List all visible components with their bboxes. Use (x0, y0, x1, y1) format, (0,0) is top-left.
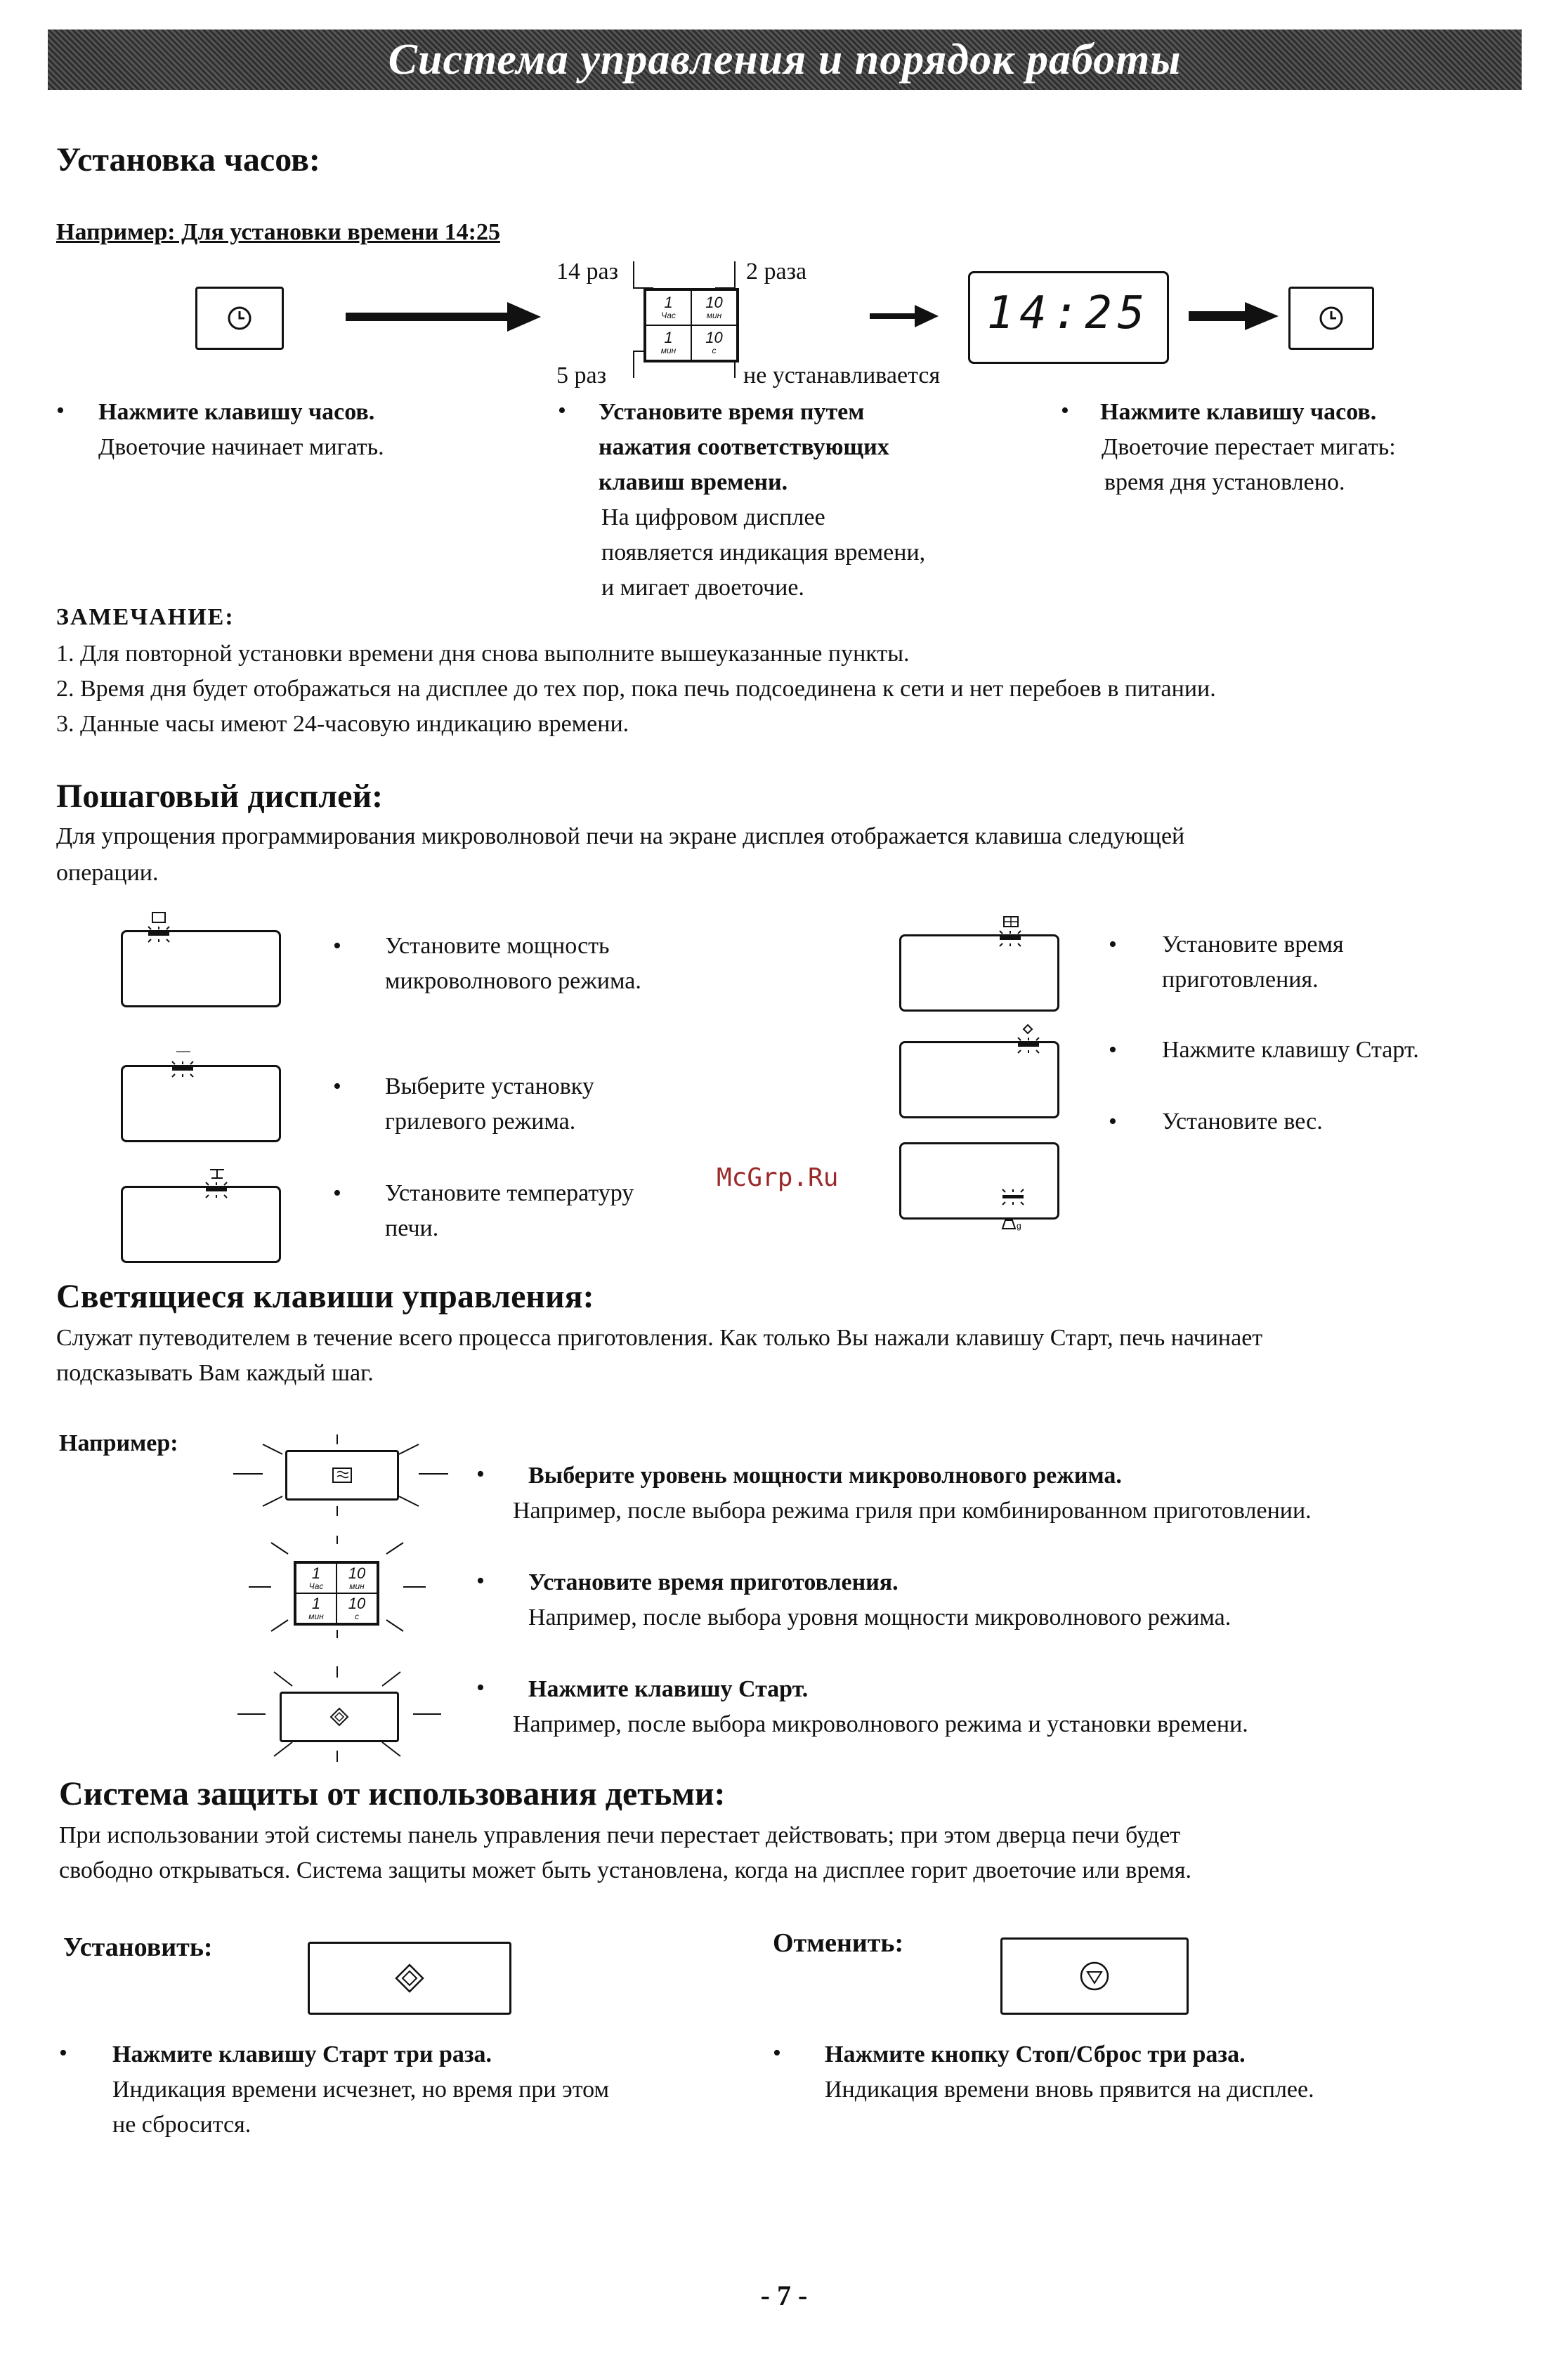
child-set-label: Установить: (63, 1933, 213, 1962)
min-label: мин (660, 346, 677, 355)
clock-step2-text-3: и мигает двоеточие. (601, 575, 804, 601)
header-bar (48, 30, 1522, 90)
oven-temp-icon (196, 1167, 238, 1209)
bullet: • (476, 1461, 485, 1487)
min-num: 1 (664, 329, 673, 346)
stepdisplay-intro-2: операции. (56, 860, 159, 886)
min-key[interactable] (296, 1593, 337, 1623)
display-timer (899, 934, 1059, 1012)
weight-icon (993, 1187, 1035, 1243)
lit-example: Например: (59, 1430, 178, 1456)
stop-icon (1079, 1961, 1110, 1992)
sd-left-3-l2: печи. (385, 1215, 439, 1241)
display-grill (121, 1065, 281, 1142)
ten-min-label: мин (706, 311, 722, 320)
display-oven-temp (121, 1186, 281, 1263)
min-label: мин (308, 1611, 324, 1621)
ten-sec-num: 10 (348, 1594, 366, 1612)
ten-min-num: 10 (705, 294, 723, 311)
lit-item-2-title: Установите время приготовления. (528, 1569, 899, 1595)
ten-min-key[interactable] (337, 1563, 377, 1593)
child-cancel-text: Индикация времени вновь прявится на дисплее. (825, 2077, 1314, 2103)
note-item-1: 1. Для повторной установки времени дня снова выполните вышеуказанные пункты. (56, 641, 910, 667)
time-keys-grid (643, 288, 739, 362)
bullet: • (1109, 932, 1117, 957)
start-icon (1008, 1022, 1050, 1064)
start-icon (394, 1963, 425, 1994)
lit-intro-2: подсказывать Вам каждый шаг. (56, 1360, 374, 1386)
min-num: 1 (311, 1594, 321, 1612)
ten-sec-key[interactable] (691, 325, 737, 360)
sd-right-3-l1: Установите вес. (1162, 1109, 1323, 1135)
note-item-3: 3. Данные часы имеют 24-часовую индикацию времени. (56, 711, 629, 737)
lit-item-1-title: Выберите уровень мощности микроволнового режима. (528, 1463, 1122, 1489)
sd-right-2-l1: Нажмите клавишу Старт. (1162, 1037, 1419, 1063)
clock-step2-text-2: появляется индикация времени, (601, 540, 926, 566)
clock-step3-text-2: время дня установлено. (1104, 469, 1345, 495)
child-intro-1: При использовании этой системы панель управления печи перестает действовать; при этом дверца печи будет (59, 1822, 1181, 1848)
lit-rays-1 (225, 1433, 457, 1517)
ten-sec-num: 10 (705, 329, 723, 346)
label-14-times: 14 раз (556, 259, 619, 285)
hour-num: 1 (311, 1564, 321, 1582)
lit-item-3-text: Например, после выбора микроволнового режима и установки времени. (513, 1711, 1248, 1737)
display-start (899, 1041, 1059, 1118)
ten-min-num: 10 (348, 1564, 366, 1582)
stepdisplay-heading: Пошаговый дисплей: (56, 778, 384, 815)
page-title: Система управления и порядок работы (388, 35, 1182, 84)
clock-step1-text: Двоеточие начинает мигать. (98, 434, 384, 460)
clock-step2-title-2: нажатия соответствующих (599, 434, 889, 460)
digital-display (968, 271, 1169, 364)
note-item-2: 2. Время дня будет отображаться на дисплее до тех пор, пока печь подсоединена к сети и нет перебоев в питании. (56, 676, 1216, 702)
lit-time-grid (294, 1561, 379, 1626)
lit-rays-3 (235, 1665, 445, 1763)
clock-key-1[interactable] (195, 287, 284, 350)
lit-intro-1: Служат путеводителем в течение всего процесса приготовления. Как только Вы нажали клавишу Старт, печь начинает (56, 1325, 1263, 1351)
child-start-key[interactable] (308, 1942, 511, 2015)
child-set-text-2: не сбросится. (112, 2112, 251, 2138)
child-heading: Система защиты от использования детьми: (59, 1775, 726, 1812)
lit-heading: Светящиеся клавиши управления: (56, 1278, 594, 1315)
bullet: • (56, 398, 65, 424)
bullet: • (333, 1073, 341, 1099)
clock-step2-text-1: На цифровом дисплее (601, 504, 825, 530)
child-set-title: Нажмите клавишу Старт три раза. (112, 2041, 492, 2067)
clock-icon (1317, 304, 1345, 332)
microwave-icon (138, 911, 181, 953)
bullet: • (333, 1180, 341, 1206)
arrow-short-1 (870, 302, 940, 330)
label-5-times: 5 раз (556, 362, 607, 388)
bullet: • (773, 2040, 781, 2066)
note-heading: ЗАМЕЧАНИЕ: (56, 604, 235, 630)
bullet: • (59, 2040, 67, 2066)
watermark: McGrp.Ru (717, 1163, 839, 1192)
ten-sec-label: с (712, 346, 717, 355)
clock-step3-text-1: Двоеточие перестает мигать: (1102, 434, 1396, 460)
lit-item-3-title: Нажмите клавишу Старт. (528, 1676, 809, 1702)
child-set-text-1: Индикация времени исчезнет, но время при этом (112, 2077, 609, 2103)
min-key[interactable] (646, 325, 691, 360)
display-microwave (121, 930, 281, 1007)
bullet: • (476, 1568, 485, 1594)
clock-key-2[interactable] (1288, 287, 1374, 350)
arrow-long (346, 299, 542, 334)
hour-num: 1 (664, 294, 673, 311)
clock-step1-title: Нажмите клавишу часов. (98, 399, 375, 425)
display-time: 14:25 (986, 287, 1151, 339)
svg-text:g: g (1017, 1221, 1021, 1231)
hour-key[interactable] (646, 290, 691, 325)
arrow-short-2 (1189, 301, 1280, 332)
sd-left-1-l1: Установите мощность (385, 933, 610, 959)
ten-sec-key[interactable] (337, 1593, 377, 1623)
sd-left-1-l2: микроволнового режима. (385, 968, 641, 994)
bullet: • (1109, 1037, 1117, 1063)
bullet: • (333, 933, 341, 959)
child-cancel-title: Нажмите кнопку Стоп/Сброс три раза. (825, 2041, 1246, 2067)
sd-left-2-l1: Выберите установку (385, 1073, 594, 1099)
hour-label: Час (308, 1581, 324, 1591)
stepdisplay-intro-1: Для упрощения программирования микроволновой печи на экране дисплея отображается клавиша следующей (56, 823, 1185, 849)
grill-icon (162, 1046, 204, 1088)
child-cancel-label: Отменить: (773, 1928, 904, 1958)
ten-min-label: мин (349, 1581, 365, 1591)
child-intro-2: свободно открываться. Система защиты может быть установлена, когда на дисплее горит двоеточие или время. (59, 1857, 1192, 1883)
clock-heading: Установка часов: (56, 141, 320, 178)
clock-example: Например: Для установки времени 14:25 (56, 219, 500, 245)
sd-left-2-l2: грилевого режима. (385, 1109, 576, 1135)
hour-key[interactable] (296, 1563, 337, 1593)
clock-icon (226, 304, 254, 332)
clock-step2-title-3: клавиш времени. (599, 469, 788, 495)
sd-left-3-l1: Установите температуру (385, 1180, 634, 1206)
sd-right-1-l1: Установите время (1162, 932, 1344, 957)
ten-min-key[interactable] (691, 290, 737, 325)
bullet: • (1061, 398, 1069, 424)
ten-sec-label: с (355, 1611, 359, 1621)
hour-label: Час (661, 311, 676, 320)
lit-item-1-text: Например, после выбора режима гриля при комбинированном приготовлении. (513, 1498, 1312, 1524)
clock-step3-title: Нажмите клавишу часов. (1100, 399, 1377, 425)
clock-step2-title-1: Установите время путем (599, 399, 865, 425)
bullet: • (476, 1675, 485, 1701)
child-stop-key[interactable] (1000, 1937, 1189, 2015)
sd-right-1-l2: приготовления. (1162, 967, 1319, 993)
page-number: - 7 - (760, 2280, 808, 2311)
timer-icon (990, 915, 1032, 957)
label-2-times: 2 раза (746, 259, 807, 285)
display-weight (899, 1142, 1059, 1231)
lit-item-2-text: Например, после выбора уровня мощности микроволнового режима. (528, 1604, 1231, 1630)
bullet: • (558, 398, 566, 424)
label-not-set: не устанавливается (743, 362, 941, 388)
bullet: • (1109, 1109, 1117, 1135)
